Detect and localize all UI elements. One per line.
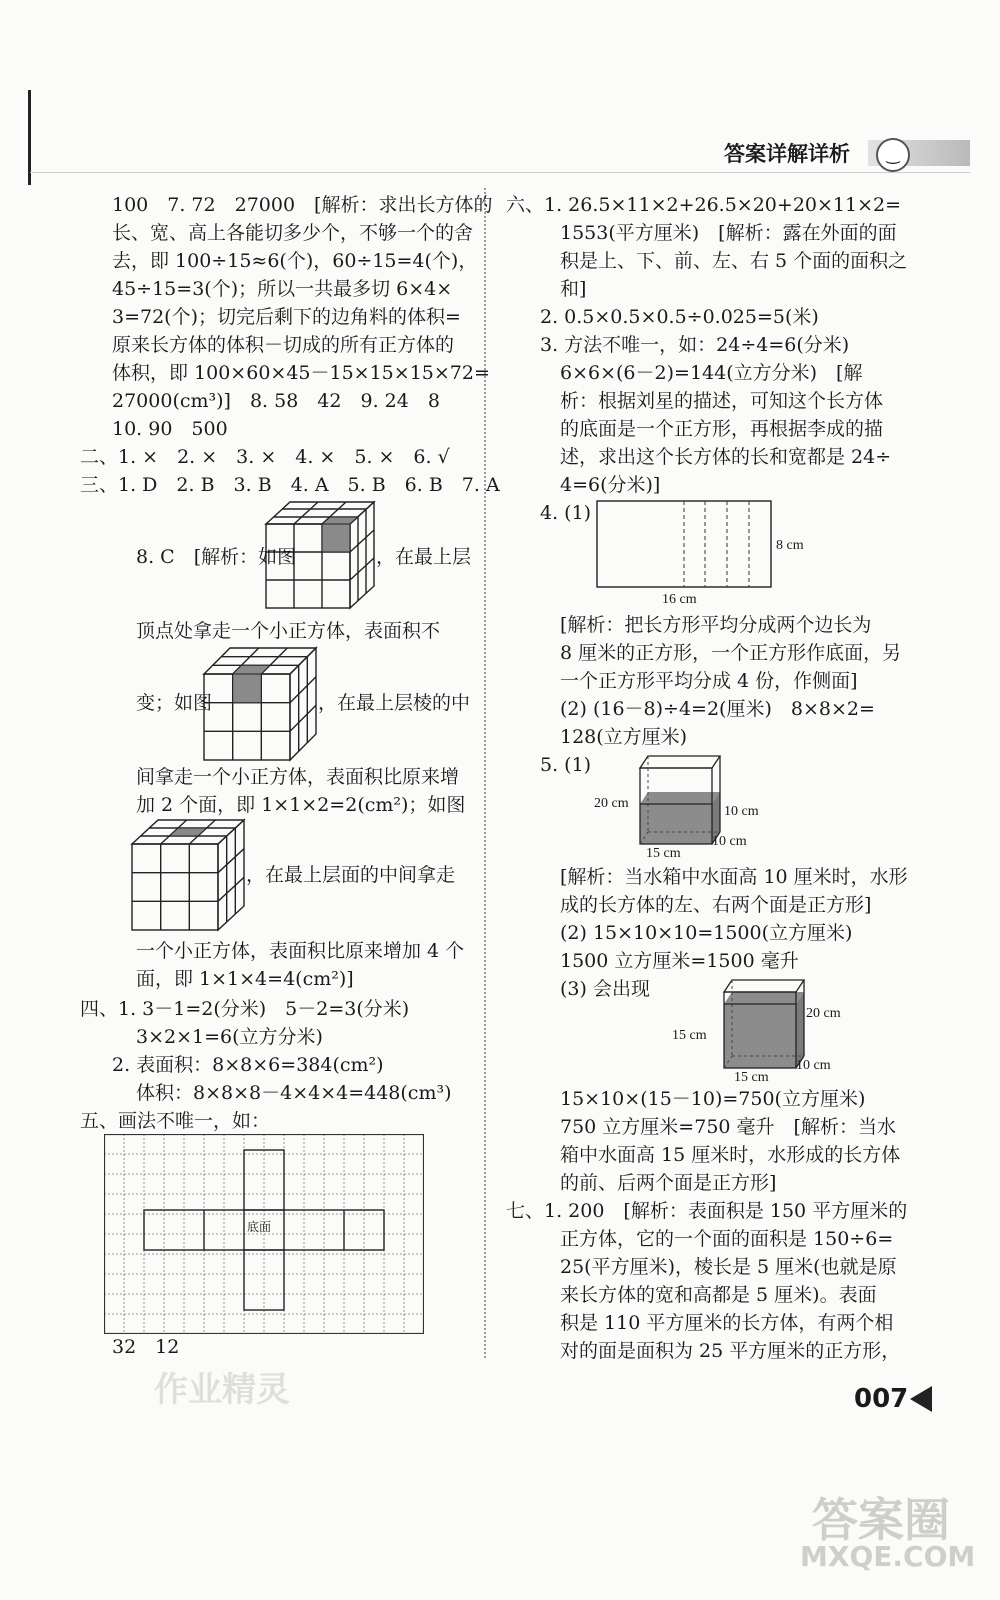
section-6-line: 和] <box>560 278 587 300</box>
section-3: 三、1. D 2. B 3. B 4. A 5. B 6. B 7. A <box>80 474 500 496</box>
watermark-2: 答案圈 <box>812 1493 950 1547</box>
q8-line: 加 2 个面，即 1×1×2=2(cm²)；如图 <box>136 794 466 816</box>
tank1-height-label: 20 cm <box>594 796 629 811</box>
q8-line: 顶点处拿走一个小正方体，表面积不 <box>136 620 441 642</box>
section-7-line: 对的面是面积为 25 平方厘米的正方形， <box>560 1340 901 1362</box>
q8-line: 一个小正方体，表面积比原来增加 4 个 <box>136 940 465 962</box>
section-6-line: 积是上、下、前、左、右 5 个面的面积之 <box>560 250 908 272</box>
q5-line: (3) 会出现 <box>560 978 650 1000</box>
q3-line: 6×6×(6－2)=144(立方分米) [解 <box>560 362 863 384</box>
q3-line: 3. 方法不唯一，如：24÷4=6(分米) <box>540 334 850 356</box>
water-tank-figure-1 <box>636 754 722 848</box>
answer-line: 去，即 100÷15≈6(个)，60÷15=4(个)， <box>112 250 478 272</box>
section-6: 六、1. 26.5×11×2+26.5×20+20×11×2= <box>506 194 902 216</box>
q4-line: 一个正方形平均分成 4 份，作侧面] <box>560 670 858 692</box>
q8-line: 面，即 1×1×4=4(cm²)] <box>136 968 354 990</box>
page-number: 007 <box>854 1384 909 1414</box>
section-7: 七、1. 200 [解析：表面积是 150 平方厘米的 <box>506 1200 908 1222</box>
net-base-label: 底面 <box>247 1220 272 1234</box>
tank2-length-label: 15 cm <box>734 1070 769 1085</box>
q5-line: 箱中水面高 15 厘米时，水形成的长方体 <box>560 1144 901 1166</box>
q5-line: 成的长方体的左、右两个面是正方形] <box>560 894 872 916</box>
answer-line: 45÷15=3(个)；所以一共最多切 6×4× <box>112 278 453 300</box>
watermark-1: 作业精灵 <box>154 1370 290 1410</box>
answer-line: 长、宽、高上各能切多少个，不够一个的舍 <box>112 222 474 244</box>
answer-line: 100 7. 72 27000 [解析：求出长方体的 <box>112 194 493 216</box>
q8-line: 间拿走一个小正方体，表面积比原来增 <box>136 766 460 788</box>
watermark-3: MXQE.COM <box>800 1540 976 1573</box>
answer-line: 原来长方体的体积－切成的所有正方体的 <box>112 334 455 356</box>
header-rule <box>30 172 970 173</box>
section-6-line: 1553(平方厘米) [解析：露在外面的面 <box>560 222 897 244</box>
q4-line: 4. (1) <box>540 502 592 524</box>
q8-line: 变；如图 <box>136 692 213 714</box>
q5-line: 1500 立方厘米=1500 毫升 <box>560 950 799 972</box>
rect-height-label: 8 cm <box>776 538 804 553</box>
q8-line: ，在最上层 <box>376 546 472 568</box>
q8-line: ，在最上层棱的中 <box>318 692 471 714</box>
section-7-line: 积是 110 平方厘米的长方体，有两个相 <box>560 1312 894 1334</box>
section-7-line: 来长方体的宽和高都是 5 厘米)。表面 <box>560 1284 877 1306</box>
q3-line: 述，求出这个长方体的长和宽都是 24÷ <box>560 446 892 468</box>
q5-line: 5. (1) <box>540 754 592 776</box>
section-4: 四、1. 3－1=2(分米) 5－2=3(分米) <box>80 998 410 1020</box>
q3-line: 的底面是一个正方形，再根据李成的描 <box>560 418 884 440</box>
tank1-depth-label: 10 cm <box>712 834 747 849</box>
margin-mark <box>28 90 31 185</box>
section-4-line: 2. 表面积：8×8×6=384(cm²) <box>112 1054 384 1076</box>
answer-bottom: 32 12 <box>112 1336 180 1358</box>
section-7-line: 正方体，它的一个面的面积是 150÷6= <box>560 1228 894 1250</box>
q3-line: 4=6(分米)] <box>560 474 661 496</box>
q5-line: 15×10×(15－10)=750(立方厘米) <box>560 1088 866 1110</box>
cube-figure-3 <box>130 818 246 932</box>
q5-line: 750 立方厘米=750 毫升 [解析：当水 <box>560 1116 896 1138</box>
tank2-depth-label: 10 cm <box>796 1058 831 1073</box>
q4-line: 8 厘米的正方形，一个正方形作底面，另 <box>560 642 902 664</box>
q8-line: ，在最上层面的中间拿走 <box>246 864 456 886</box>
section-4-line: 3×2×1=6(立方分米) <box>136 1026 323 1048</box>
answer-line: 3=72(个)；切完后剩下的边角料的体积= <box>112 306 461 328</box>
q4-line: [解析：把长方形平均分成两个边长为 <box>560 614 872 636</box>
q5-line: [解析：当水箱中水面高 10 厘米时，水形 <box>560 866 908 888</box>
rect-width-label: 16 cm <box>662 592 697 607</box>
answer-line: 27000(cm³)] 8. 58 42 9. 24 8 <box>112 390 440 412</box>
rectangle-figure <box>596 500 772 590</box>
section-4-line: 体积：8×8×8－4×4×4=448(cm³) <box>136 1082 452 1104</box>
tank1-length-label: 15 cm <box>646 846 681 861</box>
tank1-water-label: 10 cm <box>724 804 759 819</box>
q8-line: 8. C [解析：如图 <box>136 546 297 568</box>
section-5: 五、画法不唯一，如： <box>80 1110 271 1132</box>
tank2-height-label: 20 cm <box>806 1006 841 1021</box>
answer-line: 10. 90 500 <box>112 418 228 440</box>
answer-line: 体积，即 100×60×45－15×15×15×72= <box>112 362 490 384</box>
section-2: 二、1. × 2. × 3. × 4. × 5. × 6. √ <box>80 446 450 468</box>
cube-figure-2 <box>202 644 318 762</box>
smile-icon: ‿ <box>876 138 910 172</box>
q2-line: 2. 0.5×0.5×0.5÷0.025=5(米) <box>540 306 819 328</box>
header-title: 答案详解详析 <box>724 142 850 166</box>
section-7-line: 25(平方厘米)，棱长是 5 厘米(也就是原 <box>560 1256 897 1278</box>
q3-line: 析：根据刘星的描述，可知这个长方体 <box>560 390 884 412</box>
q5-line: (2) 15×10×10=1500(立方厘米) <box>560 922 853 944</box>
tank2-water-label: 15 cm <box>672 1028 707 1043</box>
q4-line: 128(立方厘米) <box>560 726 688 748</box>
q5-line: 的前、后两个面是正方形] <box>560 1172 777 1194</box>
q4-line: (2) (16－8)÷4=2(厘米) 8×8×2= <box>560 698 875 720</box>
water-tank-figure-2 <box>720 978 806 1072</box>
triangle-left-icon <box>910 1386 932 1412</box>
